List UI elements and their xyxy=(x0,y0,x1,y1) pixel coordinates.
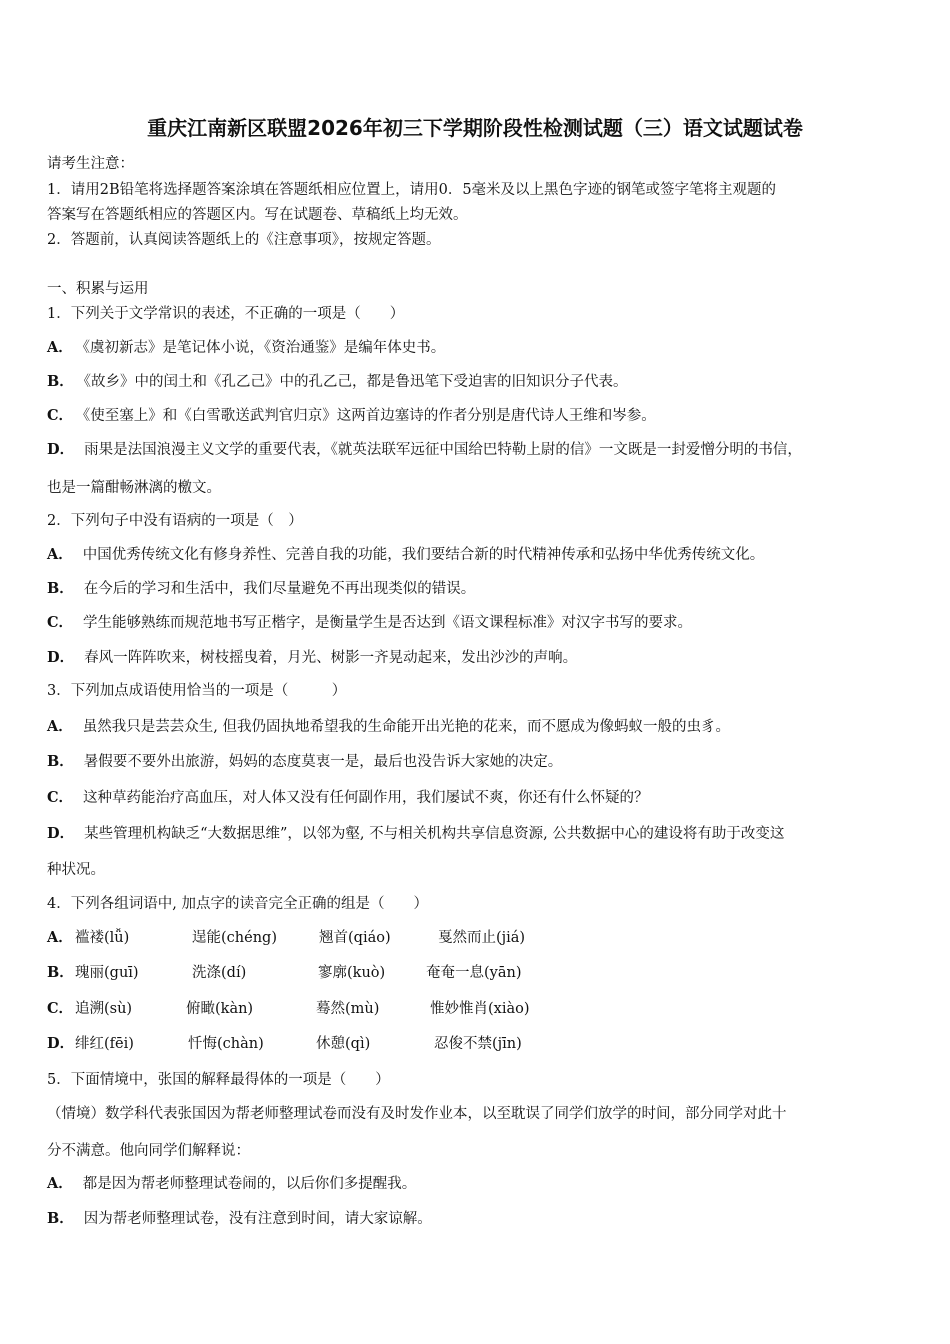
q4-stem: 4．下列各组词语中, 加点字的读音完全正确的组是（ ） xyxy=(47,896,428,912)
option-text: 春风一阵阵吹来，树枝摇曳着，月光、树影一齐晃动起来，发出沙沙的声响。 xyxy=(84,650,578,666)
option-text: 在今后的学习和生活中，我们尽量避免不再出现类似的错误。 xyxy=(83,581,476,597)
option-text: 《虞初新志》是笔记体小说，《资治通鉴》是编年体史书。 xyxy=(82,340,446,356)
option-text: 虽然我只是芸芸众生, 但我仍固执地希望我的生命能开出光艳的花来，而不愿成为像蚂蚁一般的虫豸。 xyxy=(82,719,730,735)
option-label: B． xyxy=(47,1210,74,1227)
option-text: 雨果是法国浪漫主义文学的重要代表，《就英法联军远征中国给巴特勒上尉的信》一文既是一封爱憎分明的书信， xyxy=(84,442,802,458)
option-label: A． xyxy=(47,1175,73,1192)
q4-word: 翘首(qiáo) xyxy=(319,930,391,946)
q4-row-label: A． xyxy=(47,929,73,946)
option-label: A． xyxy=(47,718,73,735)
q4-word: 洗涤(dí) xyxy=(192,965,247,981)
q1-option-d xyxy=(47,438,802,459)
q4-word: 绯红(fēi) xyxy=(75,1036,134,1052)
q4-word: 奄奄一息(yān) xyxy=(426,965,522,981)
q5-context-1: （情境）数学科代表张国因为帮老师整理试卷而没有及时发作业本，以至耽误了同学们放学的时间，部分同学对此十 xyxy=(47,1106,787,1122)
option-label: D． xyxy=(47,825,75,842)
q5-context-2: 分不满意。他向同学们解释说： xyxy=(47,1143,250,1159)
q2-option-b xyxy=(47,577,475,598)
q4-row-label: D． xyxy=(47,1035,75,1052)
q1-option-b xyxy=(47,370,628,391)
option-text: 中国优秀传统文化有修身养性、完善自我的功能，我们要结合新的时代精神传承和弘扬中华优秀传统文化。 xyxy=(82,547,765,563)
q1-stem: 1．下列关于文学常识的表述，不正确的一项是（ ） xyxy=(47,306,405,322)
q4-word: 忏悔(chàn) xyxy=(188,1036,264,1052)
q5-option-a xyxy=(47,1172,416,1193)
q1-option-a xyxy=(47,336,445,357)
q2-option-c xyxy=(47,611,692,632)
option-label: D． xyxy=(47,649,75,666)
option-label: A． xyxy=(47,546,73,563)
q4-row-label: B． xyxy=(47,964,74,981)
q2-option-a xyxy=(47,543,764,564)
option-label: C． xyxy=(47,614,74,631)
q2-option-d xyxy=(47,646,577,667)
q3-stem: 3．下列加点成语使用恰当的一项是（ ） xyxy=(47,683,347,699)
q1-option-c xyxy=(47,404,656,425)
q4-word: 休憩(qì) xyxy=(316,1036,371,1052)
q4-word: 惟妙惟肖(xiào) xyxy=(430,1001,530,1017)
notice-item-2: 2．答题前，认真阅读答题纸上的《注意事项》，按规定答题。 xyxy=(47,232,441,248)
option-text: 《使至塞上》和《白雪歌送武判官归京》这两首边塞诗的作者分别是唐代诗人王维和岑参。 xyxy=(83,408,656,424)
q4-word: 逞能(chéng) xyxy=(192,930,277,946)
q4-word: 寥廓(kuò) xyxy=(318,965,386,981)
q4-word: 戛然而止(jiá) xyxy=(438,930,526,946)
option-text: 《故乡》中的闰土和《孔乙己》中的孔乙己，都是鲁迅笔下受迫害的旧知识分子代表。 xyxy=(83,374,628,390)
q3-option-d-cont: 种状况。 xyxy=(47,862,105,878)
q2-stem: 2．下列句子中没有语病的一项是（ ） xyxy=(47,513,303,529)
q3-option-a xyxy=(47,715,730,736)
option-label: D． xyxy=(47,441,75,458)
q4-word: 褴褛(lǚ) xyxy=(75,930,130,946)
exam-title: 重庆江南新区联盟2026年初三下学期阶段性检测试题（三）语文试题试卷 xyxy=(147,116,803,140)
q4-row-label: C． xyxy=(47,1000,74,1017)
option-label: B． xyxy=(47,373,74,390)
q4-word: 追溯(sù) xyxy=(75,1001,133,1017)
q4-word: 瑰丽(guī) xyxy=(75,965,139,981)
notice-item-1b: 答案写在答题纸相应的答题区内。写在试题卷、草稿纸上均无效。 xyxy=(47,207,468,223)
option-text: 学生能够熟练而规范地书写正楷字，是衡量学生是否达到《语文课程标准》对汉字书写的要求。 xyxy=(83,615,693,631)
q4-word: 蓦然(mù) xyxy=(316,1001,380,1017)
notice-heading: 请考生注意： xyxy=(47,156,134,172)
q3-option-b xyxy=(47,750,562,771)
option-label: B． xyxy=(47,580,74,597)
option-text: 某些管理机构缺乏“大数据思维”，以邻为壑, 不与相关机构共享信息资源, 公共数据中心的建设将有助于改变这 xyxy=(84,826,785,842)
option-label: C． xyxy=(47,407,74,424)
q3-option-d xyxy=(47,822,784,843)
notice-item-1a: 1．请用2B铅笔将选择题答案涂填在答题纸相应位置上，请用0．5毫米及以上黑色字迹的钢笔或签字笔将主观题的 xyxy=(47,182,777,198)
q1-option-d-cont: 也是一篇酣畅淋漓的檄文。 xyxy=(47,480,221,496)
option-text: 因为帮老师整理试卷，没有注意到时间，请大家谅解。 xyxy=(83,1211,432,1227)
q5-stem: 5．下面情境中，张国的解释最得体的一项是（ ） xyxy=(47,1072,390,1088)
option-label: C． xyxy=(47,789,74,806)
section-heading: 一、积累与运用 xyxy=(47,281,149,297)
option-label: B． xyxy=(47,753,74,770)
q5-option-b xyxy=(47,1207,432,1228)
option-text: 暑假要不要外出旅游，妈妈的态度莫衷一是，最后也没告诉大家她的决定。 xyxy=(83,754,563,770)
q4-word: 忍俊不禁(jīn) xyxy=(434,1036,522,1052)
option-text: 都是因为帮老师整理试卷闹的，以后你们多提醒我。 xyxy=(82,1176,417,1192)
option-label: A． xyxy=(47,339,73,356)
q4-word: 俯瞰(kàn) xyxy=(186,1001,254,1017)
option-text: 这种草药能治疗高血压，对人体又没有任何副作用，我们屡试不爽，你还有什么怀疑的？ xyxy=(83,790,649,806)
q3-option-c xyxy=(47,786,649,807)
